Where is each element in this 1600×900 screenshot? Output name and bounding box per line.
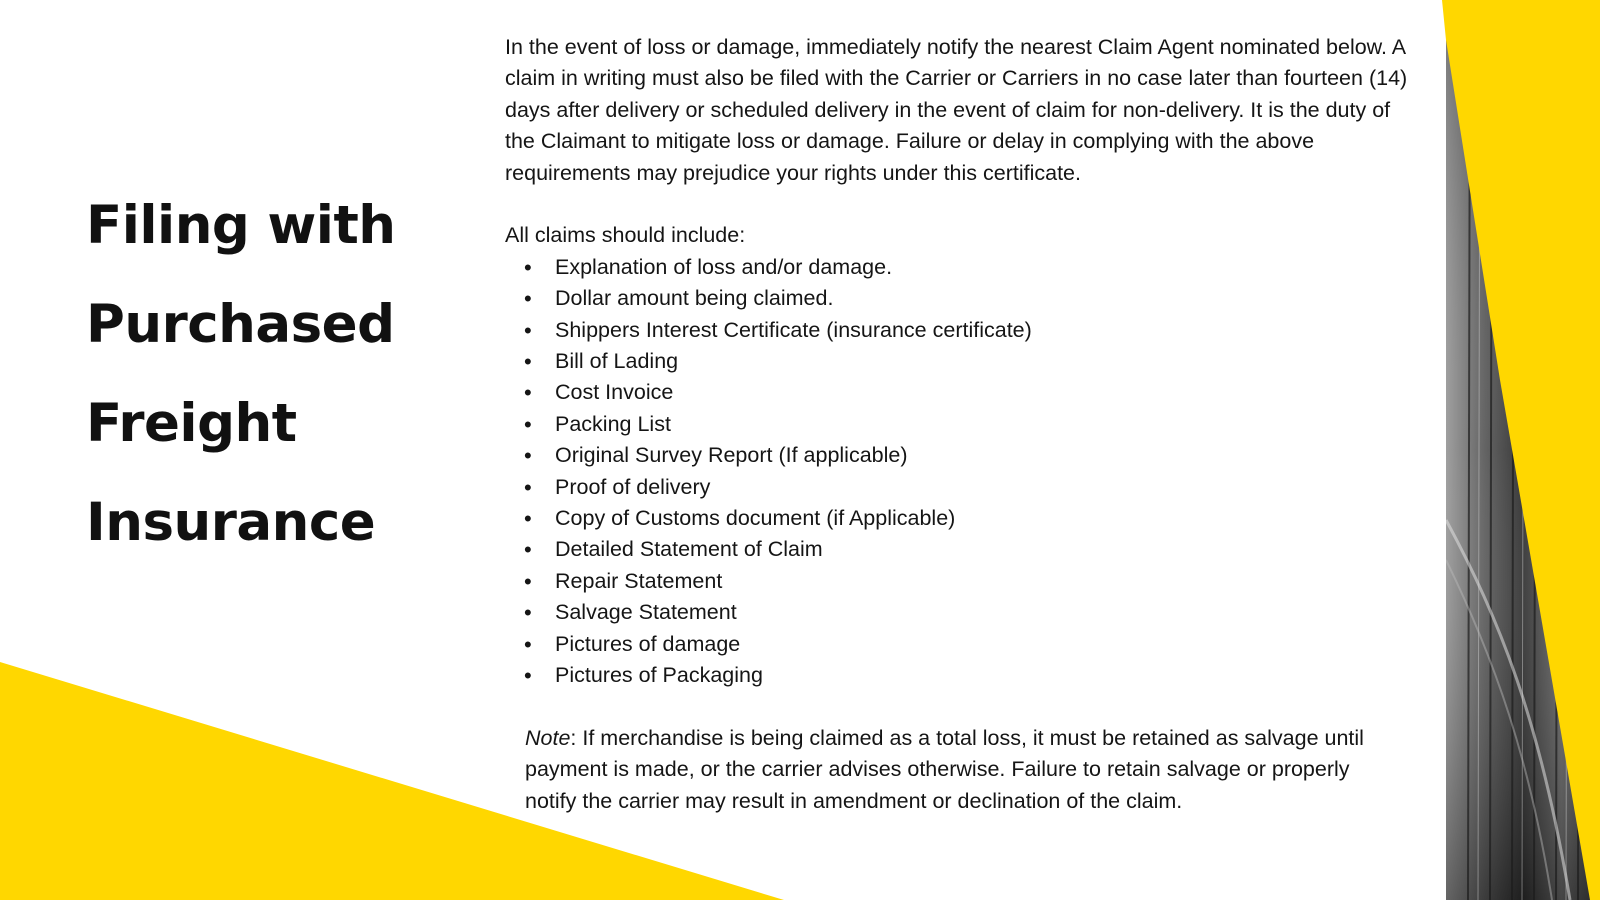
title-line: Insurance xyxy=(86,492,376,553)
list-item-text: Dollar amount being claimed. xyxy=(555,286,834,311)
bullet-icon: • xyxy=(524,474,532,500)
title-line: Freight xyxy=(86,393,297,454)
bullet-icon: • xyxy=(524,537,532,563)
bullet-icon: • xyxy=(524,349,532,375)
list-item xyxy=(505,597,1425,628)
list-item-text: Proof of delivery xyxy=(555,474,711,499)
list-item-text: Packing List xyxy=(555,411,671,436)
bullet-icon: • xyxy=(524,411,532,437)
list-item-text: Shippers Interest Certificate (insurance certificate) xyxy=(555,317,1032,342)
list-item xyxy=(505,252,1425,283)
bullet-icon: • xyxy=(524,443,532,469)
list-item-text: Pictures of damage xyxy=(555,631,741,656)
note-paragraph xyxy=(505,723,1405,817)
list-item xyxy=(505,377,1425,408)
list-item xyxy=(505,534,1425,565)
list-item-text: Cost Invoice xyxy=(555,380,674,405)
list-item xyxy=(505,660,1425,691)
bullet-icon: • xyxy=(524,506,532,532)
list-heading: All claims should include: xyxy=(505,223,746,248)
list-item xyxy=(505,409,1425,440)
list-item xyxy=(505,346,1425,377)
bullet-icon: • xyxy=(524,254,532,280)
title-line: Filing with xyxy=(86,195,396,256)
note-label: Note xyxy=(525,725,571,750)
list-item-text: Copy of Customs document (if Applicable) xyxy=(555,506,956,531)
slide-title xyxy=(86,176,446,572)
list-item-text: Original Survey Report (If applicable) xyxy=(555,443,908,468)
claims-list xyxy=(505,252,1425,692)
bullet-icon: • xyxy=(524,286,532,312)
list-item-text: Repair Statement xyxy=(555,568,723,593)
list-item-text: Bill of Lading xyxy=(555,349,679,374)
bullet-icon: • xyxy=(524,600,532,626)
list-item xyxy=(505,315,1425,346)
bullet-icon: • xyxy=(524,663,532,689)
bullet-icon: • xyxy=(524,631,532,657)
list-item-text: Explanation of loss and/or damage. xyxy=(555,254,893,279)
bullet-icon: • xyxy=(524,317,532,343)
list-item xyxy=(505,566,1425,597)
list-item xyxy=(505,503,1425,534)
content-body xyxy=(505,32,1425,817)
bullet-icon: • xyxy=(524,568,532,594)
list-item-text: Salvage Statement xyxy=(555,600,737,625)
list-item-text: Pictures of Packaging xyxy=(555,663,763,688)
list-item xyxy=(505,629,1425,660)
list-item xyxy=(505,472,1425,503)
intro-paragraph: In the event of loss or damage, immediately notify the nearest Claim Agent nominated below. A claim in writing must also be filed with the Carrier or Carriers in no case later than fourteen (14) days after delivery or scheduled delivery in the event of claim for non-delivery. It is the duty of the Claimant to mitigate loss or damage. Failure or delay in complying with the above requirements may prejudice your rights under this certificate. xyxy=(505,35,1408,185)
list-item-text: Detailed Statement of Claim xyxy=(555,537,823,562)
list-item xyxy=(505,440,1425,471)
list-item xyxy=(505,283,1425,314)
note-text: : If merchandise is being claimed as a total loss, it must be retained as salvage until payment is made, or the carrier advises otherwise. Failure to retain salvage or properly notify the carrier may result in amendment or declination of the claim. xyxy=(525,725,1364,813)
title-line: Purchased xyxy=(86,294,395,355)
bullet-icon: • xyxy=(524,380,532,406)
